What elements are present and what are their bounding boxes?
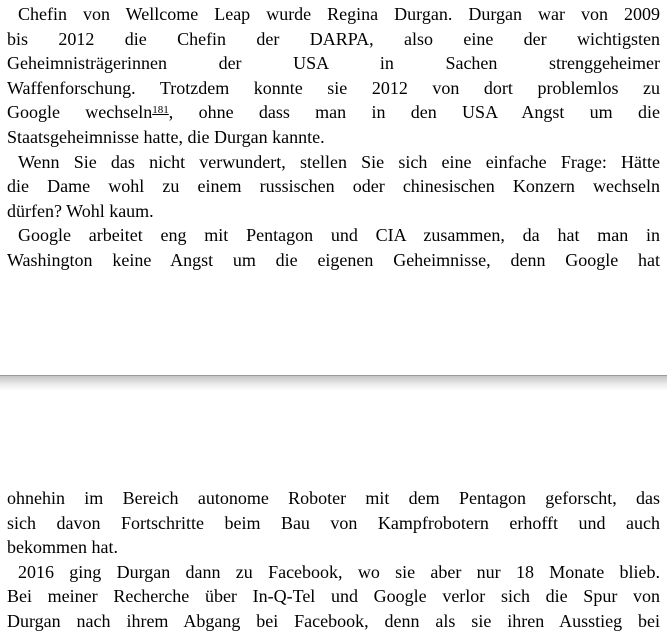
text-segment: , ohne dass man in den USA Angst um die <box>168 102 660 123</box>
text-line: sich davon Fortschritte beim Bau von Kampfrobotern erhofft und auch <box>7 512 660 533</box>
text-line: bekommen hat. <box>7 537 118 558</box>
text-line: Wenn Sie das nicht verwundert, stellen Sie sich eine einfache Frage: Hätte <box>18 151 660 172</box>
text-line: bis 2012 die Chefin der DARPA, also eine der wichtigsten <box>7 28 660 49</box>
footnote-link[interactable]: 181 <box>152 104 169 117</box>
text-line: Chefin von Wellcome Leap wurde Regina Durgan. Durgan war von 2009 <box>18 4 660 24</box>
text-line: Waffenforschung. Trotzdem konnte sie 2012 von dort problemlos zu <box>7 77 660 98</box>
page-bottom-content <box>7 486 660 634</box>
text-line: 2016 ging Durgan dann zu Facebook, wo sie aber nur 18 Monate blieb. <box>18 561 660 582</box>
text-line: Washington keine Angst um die eigenen Geheimnisse, denn Google hat <box>7 249 660 270</box>
text-line: Bei meiner Recherche über In-Q-Tel und Google verlor sich die Spur von <box>7 586 660 607</box>
page-top-content <box>7 2 660 273</box>
text-line: Durgan nach ihrem Abgang bei Facebook, denn als sie ihren Ausstieg bei <box>7 610 660 631</box>
text-segment: Google wechseln <box>7 102 153 123</box>
text-line: Geheimnisträgerinnen der USA in Sachen strenggeheimer <box>7 53 660 74</box>
text-line: ohnehin im Bereich autonome Roboter mit dem Pentagon geforscht, das <box>7 488 660 508</box>
text-line: die Dame wohl zu einem russischen oder chinesischen Konzern wechseln <box>7 176 660 197</box>
text-line: Staatsgeheimnisse hatte, die Durgan kannte. <box>7 126 325 147</box>
page-separator <box>0 375 667 390</box>
text-line: Google arbeitet eng mit Pentagon und CIA zusammen, da hat man in <box>18 225 660 246</box>
text-line <box>7 100 660 125</box>
text-line: dürfen? Wohl kaum. <box>7 200 154 221</box>
